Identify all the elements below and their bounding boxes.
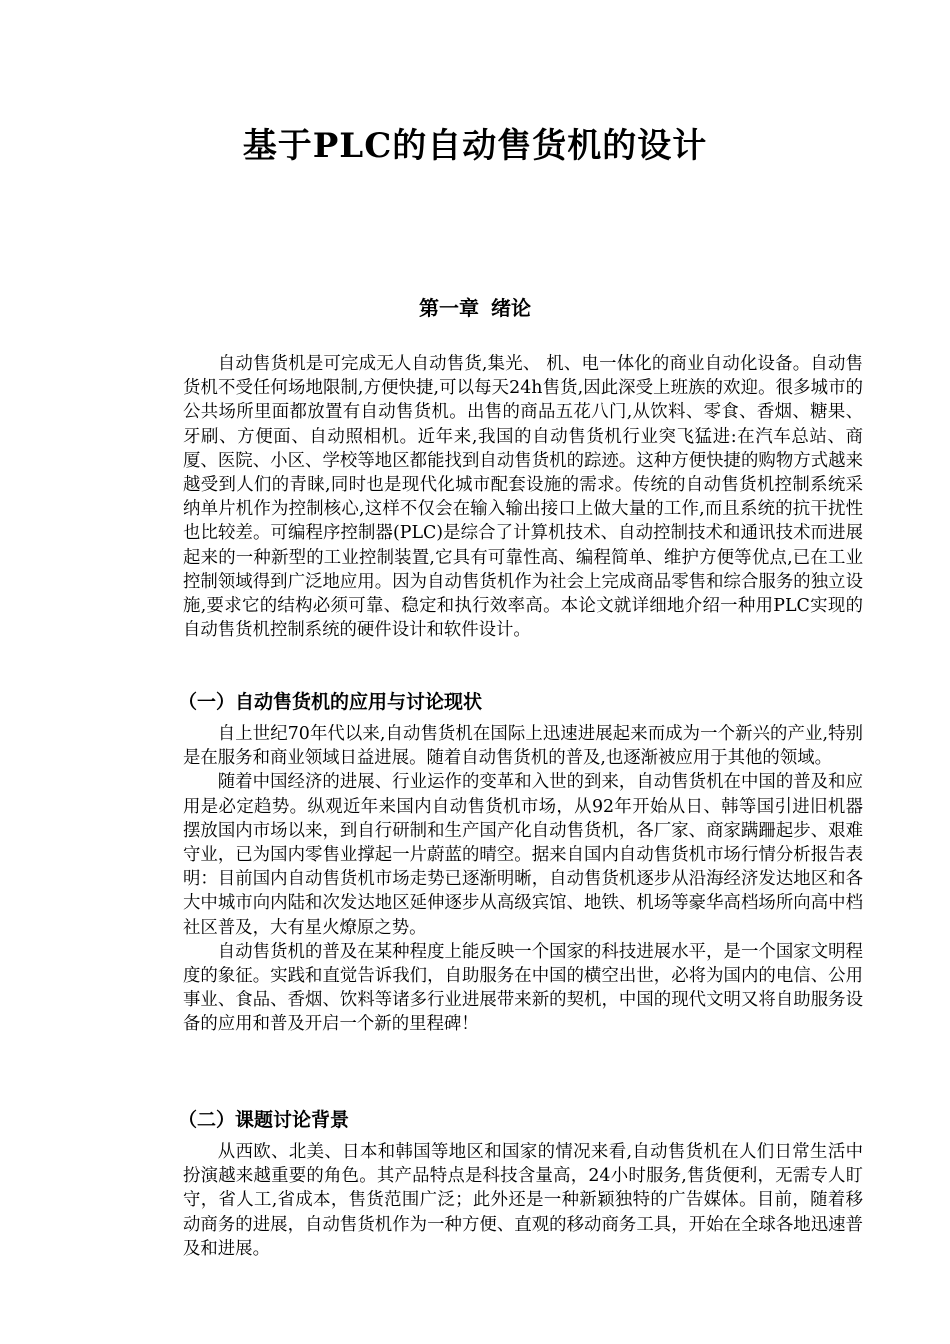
chapter-heading [0,292,950,321]
intro-section [183,352,863,642]
section-1-body [183,722,863,1037]
chapter-name: 绪论 [491,296,531,320]
section-heading-1: （一）自动售货机的应用与讨论现状 [178,691,483,713]
section-1-paragraph-3: 自动售货机的普及在某种程度上能反映一个国家的科技进展水平，是一个国家文明程度的象征。实践和直觉告诉我们，自助服务在中国的横空出世，必将为国内的电信、公用事业、食品、香烟、饮料等诸多行业进展带来新的契机，中国的现代文明又将自助服务设备的应用和普及开启一个新的里程碑！ [183,941,863,1035]
section-2-body [183,1140,863,1261]
section-heading-2: （二）课题讨论背景 [178,1109,350,1131]
section-1-paragraph-2: 随着中国经济的进展、行业运作的变革和入世的到来，自动售货机在中国的普及和应用是必定趋势。纵观近年来国内自动售货机市场，从92年开始从日、韩等国引进旧机器摆放国内市场以来，到自行研制和生产国产化自动售货机，各厂家、商家蹒跚起步、艰难守业，已为国内零售业撑起一片蔚蓝的晴空。据来自国内自动售货机市场行情分析报告表明：目前国内自动售货机市场走势已逐渐明晰，自动售货机逐步从沿海经济发达地区和各大中城市向内陆和次发达地区延伸逐步从高级宾馆、地铁、机场等豪华高档场所向高中档社区普及，大有星火燎原之势。 [183,772,863,938]
intro-paragraph: 自动售货机是可完成无人自动售货,集光、 机、电一体化的商业自动化设备。自动售货机不受任何场地限制,方便快捷,可以每天24h售货,因此深受上班族的欢迎。很多城市的公共场所里面都放置有自动售货机。出售的商品五花八门,从饮料、零食、香烟、糖果、牙刷、方便面、自动照相机。近年来,我国的自动售货机行业突飞猛进:在汽车总站、商厦、医院、小区、学校等地区都能找到自动售货机的踪迹。这种方便快捷的购物方式越来越受到人们的青睐,同时也是现代化城市配套设施的需求。传统的自动售货机控制系统采纳单片机作为控制核心,这样不仅会在输入输出接口上做大量的工作,而且系统的抗干扰性也比较差。可编程序控制器(PLC)是综合了计算机技术、自动控制技术和通讯技术而进展起来的一种新型的工业控制装置,它具有可靠性高、编程简单、维护方便等优点,已在工业控制领域得到广泛地应用。因为自动售货机作为社会上完成商品零售和综合服务的独立设施,要求它的结构必须可靠、稳定和执行效率高。本论文就详细地介绍一种用PLC实现的自动售货机控制系统的硬件设计和软件设计。 [183,354,863,641]
document-title: 基于PLC的自动售货机的设计 [242,126,708,166]
section-1-paragraph-1: 自上世纪70年代以来,自动售货机在国际上迅速进展起来而成为一个新兴的产业,特别是在服务和商业领域日益进展。随着自动售货机的普及,也逐渐被应用于其他的领域。 [183,724,863,769]
section-2-paragraph-1: 从西欧、北美、日本和韩国等地区和国家的情况来看,自动售货机在人们日常生活中扮演越来越重要的角色。其产品特点是科技含量高，24小时服务,售货便利，无需专人盯守，省人工,省成本，售货范围广泛；此外还是一种新颖独特的广告媒体。目前，随着移动商务的进展，自动售货机作为一种方便、直观的移动商务工具，开始在全球各地迅速普及和进展。 [183,1142,863,1259]
chapter-number: 第一章 [419,296,479,320]
